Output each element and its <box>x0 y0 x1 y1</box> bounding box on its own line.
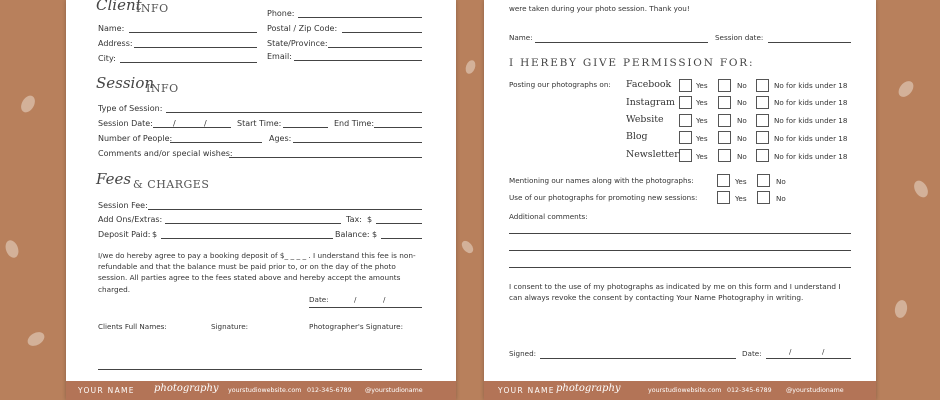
instagram-yes-label: Yes <box>696 98 708 107</box>
background-petal <box>894 299 909 319</box>
left-footer-bar <box>66 381 456 400</box>
client-signature-label: Signature: <box>211 322 249 331</box>
additional-comments-label: Additional comments: <box>509 212 588 221</box>
footer-handle: @yourstudioname <box>365 387 423 394</box>
footer-brand: YOUR NAME <box>78 386 135 395</box>
footer-website: yourstudiowebsite.com <box>228 387 302 394</box>
website-yes-label: Yes <box>696 116 708 125</box>
background-petal <box>18 93 37 115</box>
fees-deposit-currency: $ <box>152 230 158 239</box>
promoting-label: Use of our photographs for promoting new sessions: <box>509 193 698 202</box>
booking-form-sheet <box>66 0 456 400</box>
platform-instagram-label: Instagram <box>626 97 675 108</box>
client-phone-label: Phone: <box>267 9 295 18</box>
release-date-label: Date: <box>742 349 762 358</box>
website-no-label: No <box>737 116 747 125</box>
mentioning-label: Mentioning our names along with the photographs: <box>509 176 694 185</box>
client-email-label: Email: <box>267 52 292 61</box>
session-type-field[interactable] <box>166 112 422 113</box>
additional-comments-line[interactable] <box>509 233 851 234</box>
fees-add-ons-field[interactable] <box>165 223 341 224</box>
fees-deposit-label: Deposit Paid: <box>98 230 151 239</box>
blog-no-checkbox[interactable] <box>718 131 731 144</box>
posting-label: Posting our photographs on: <box>509 80 611 89</box>
session-people-field[interactable] <box>170 142 262 143</box>
session-date-slash: / <box>204 119 207 128</box>
mentioning-no-label: No <box>776 177 786 186</box>
facebook-no-kids-label: No for kids under 18 <box>774 81 848 90</box>
platform-facebook-label: Facebook <box>626 79 672 90</box>
newsletter-yes-checkbox[interactable] <box>679 149 692 162</box>
session-comments-field[interactable] <box>229 157 422 158</box>
facebook-yes-label: Yes <box>696 81 708 90</box>
blog-no-kids-checkbox[interactable] <box>756 131 769 144</box>
footer-phone: 012-345-6789 <box>307 387 352 394</box>
promoting-yes-label: Yes <box>735 194 747 203</box>
background-petal <box>460 239 476 256</box>
session-ages-label: Ages: <box>269 134 292 143</box>
instagram-no-kids-checkbox[interactable] <box>756 96 769 109</box>
session-people-label: Number of People: <box>98 134 173 143</box>
release-date-slash: / <box>822 347 825 356</box>
website-no-kids-label: No for kids under 18 <box>774 116 848 125</box>
release-top-text: were taken during your photo session. Thank you! <box>509 4 690 13</box>
footer-handle: @yourstudioname <box>786 387 844 394</box>
promoting-yes-checkbox[interactable] <box>717 191 730 204</box>
session-type-label: Type of Session: <box>98 104 163 113</box>
promoting-no-label: No <box>776 194 786 203</box>
newsletter-no-checkbox[interactable] <box>718 149 731 162</box>
background-petal <box>3 238 20 259</box>
session-ages-field[interactable] <box>293 142 422 143</box>
consent-text: I consent to the use of my photographs as indicated by me on this form and I understand I can always revoke the consent by contacting Your Name Photography in writing. <box>509 282 841 303</box>
fees-balance-field[interactable] <box>381 238 422 239</box>
client-heading-script: Client <box>96 0 142 14</box>
signature-line[interactable] <box>98 369 422 370</box>
release-date-slash: / <box>789 347 792 356</box>
additional-comments-line[interactable] <box>509 267 851 268</box>
client-name-field[interactable] <box>129 32 257 33</box>
fees-date-slash: / <box>354 295 357 304</box>
photographer-signature-label: Photographer's Signature: <box>309 322 404 331</box>
session-heading-rest: INFO <box>146 82 179 95</box>
release-date-field[interactable] <box>766 358 851 359</box>
newsletter-no-kids-label: No for kids under 18 <box>774 152 848 161</box>
facebook-yes-checkbox[interactable] <box>679 79 692 92</box>
footer-brand-script: photography <box>154 383 219 394</box>
signed-field[interactable] <box>540 358 736 359</box>
client-city-label: City: <box>98 54 116 63</box>
client-heading-rest: INFO <box>136 2 169 15</box>
session-start-field[interactable] <box>283 127 328 128</box>
fees-heading-rest: & CHARGES <box>133 178 210 191</box>
client-address-label: Address: <box>98 39 133 48</box>
fees-tax-field[interactable] <box>376 223 422 224</box>
blog-yes-label: Yes <box>696 134 708 143</box>
fees-tax-label: Tax: <box>346 215 362 224</box>
facebook-no-checkbox[interactable] <box>718 79 731 92</box>
blog-yes-checkbox[interactable] <box>679 131 692 144</box>
fees-session-fee-field[interactable] <box>148 209 422 210</box>
platform-blog-label: Blog <box>626 131 648 142</box>
website-no-kids-checkbox[interactable] <box>756 114 769 127</box>
session-heading-script: Session <box>96 74 155 92</box>
website-yes-checkbox[interactable] <box>679 114 692 127</box>
blog-no-kids-label: No for kids under 18 <box>774 134 848 143</box>
fees-tax-currency: $ <box>367 215 373 224</box>
session-date-field[interactable] <box>153 127 231 128</box>
fees-add-ons-label: Add Ons/Extras: <box>98 215 163 224</box>
facebook-no-kids-checkbox[interactable] <box>756 79 769 92</box>
session-end-field[interactable] <box>374 127 422 128</box>
newsletter-yes-label: Yes <box>696 152 708 161</box>
release-name-label: Name: <box>509 33 533 42</box>
newsletter-no-kids-checkbox[interactable] <box>756 149 769 162</box>
release-session-date-label: Session date: <box>715 33 764 42</box>
client-state-label: State/Province: <box>267 39 328 48</box>
platform-newsletter-label: Newsletter <box>626 149 679 160</box>
clients-full-names-label: Clients Full Names: <box>98 322 167 331</box>
release-name-field[interactable] <box>535 42 708 43</box>
footer-phone: 012-345-6789 <box>727 387 772 394</box>
release-session-date-field[interactable] <box>768 42 851 43</box>
instagram-no-label: No <box>737 98 747 107</box>
fees-balance-label: Balance: <box>335 230 370 239</box>
newsletter-no-label: No <box>737 152 747 161</box>
background-petal <box>911 178 930 200</box>
platform-website-label: Website <box>626 114 664 125</box>
fees-agreement-text: I/we do hereby agree to pay a booking deposit of $_ _ _ _ . I understand this fee is non-refundable and that the balance must be paid prior to, or on the day of the photo session. All parties agree to the fees stated above and hereby accept the amounts charged. <box>98 251 416 294</box>
fees-heading-script: Fees <box>96 170 132 188</box>
instagram-yes-checkbox[interactable] <box>679 96 692 109</box>
session-date-slash: / <box>173 119 176 128</box>
additional-comments-line[interactable] <box>509 250 851 251</box>
facebook-no-label: No <box>737 81 747 90</box>
promoting-no-checkbox[interactable] <box>757 191 770 204</box>
website-no-checkbox[interactable] <box>718 114 731 127</box>
footer-website: yourstudiowebsite.com <box>648 387 722 394</box>
mentioning-yes-checkbox[interactable] <box>717 174 730 187</box>
instagram-no-checkbox[interactable] <box>718 96 731 109</box>
permission-heading: I HEREBY GIVE PERMISSION FOR: <box>509 57 755 69</box>
fees-date-field[interactable] <box>309 307 422 308</box>
client-city-field[interactable] <box>120 62 257 63</box>
background-petal <box>25 329 47 348</box>
client-state-field[interactable] <box>328 47 422 48</box>
fees-deposit-field[interactable] <box>161 238 333 239</box>
background-petal <box>464 59 477 75</box>
release-form-sheet <box>484 0 876 400</box>
session-date-label: Session Date: <box>98 119 153 128</box>
client-email-field[interactable] <box>294 60 422 61</box>
fees-date-slash: / <box>383 295 386 304</box>
fees-session-fee-label: Session Fee: <box>98 201 148 210</box>
background-petal <box>896 78 917 100</box>
session-comments-label: Comments and/or special wishes: <box>98 149 233 158</box>
client-postal-field[interactable] <box>342 32 422 33</box>
footer-brand-script: photography <box>556 383 621 394</box>
blog-no-label: No <box>737 134 747 143</box>
right-footer-bar <box>484 381 876 400</box>
footer-brand: YOUR NAME <box>498 386 555 395</box>
client-name-label: Name: <box>98 24 125 33</box>
session-start-label: Start Time: <box>237 119 282 128</box>
client-phone-field[interactable] <box>298 17 422 18</box>
fees-date-label: Date: <box>309 295 329 304</box>
instagram-no-kids-label: No for kids under 18 <box>774 98 848 107</box>
signed-label: Signed: <box>509 349 537 358</box>
fees-balance-currency: $ <box>372 230 378 239</box>
client-address-field[interactable] <box>134 47 257 48</box>
mentioning-no-checkbox[interactable] <box>757 174 770 187</box>
session-end-label: End Time: <box>334 119 375 128</box>
client-postal-label: Postal / Zip Code: <box>267 24 338 33</box>
mentioning-yes-label: Yes <box>735 177 747 186</box>
